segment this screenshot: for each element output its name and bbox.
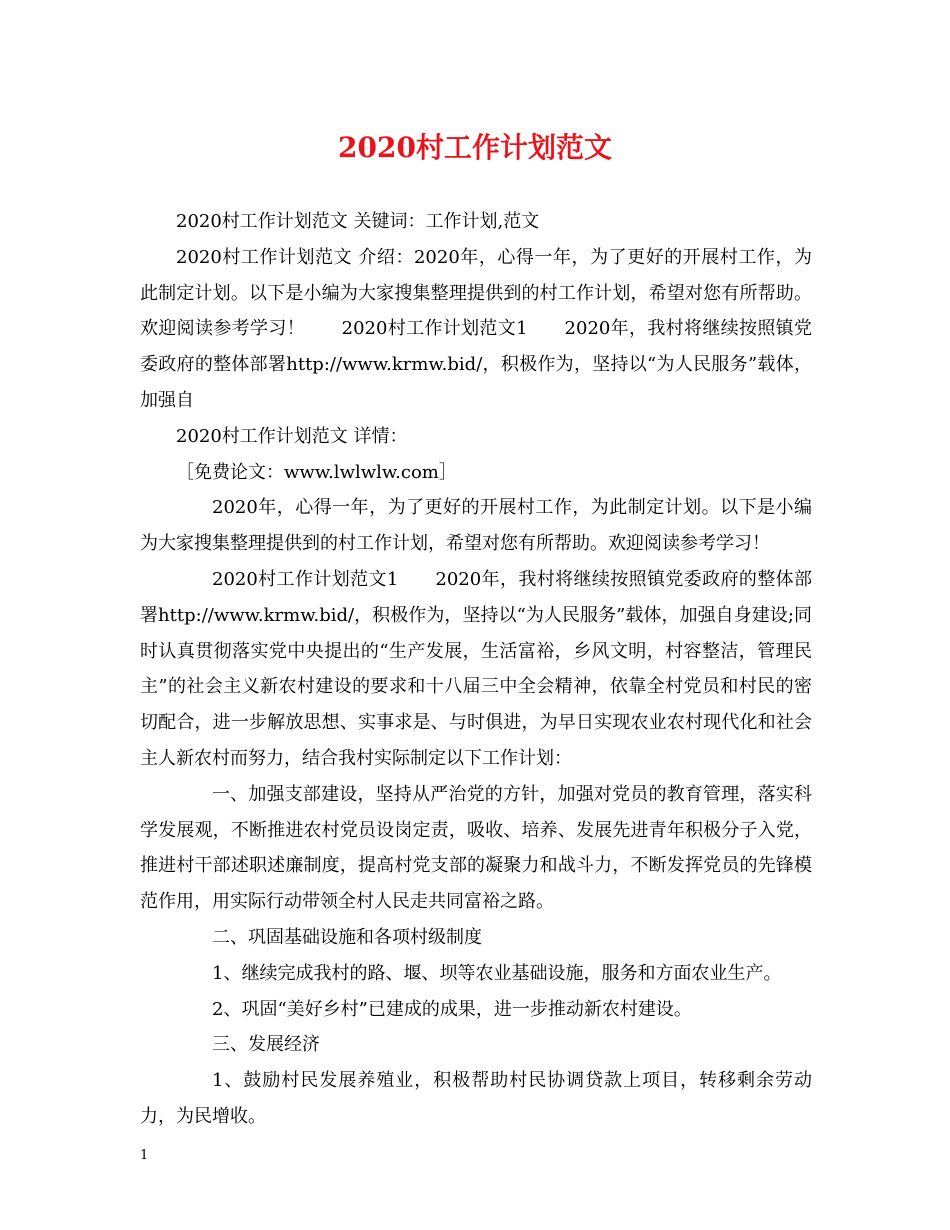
paragraph-item-2-1: 1、继续完成我村的路、堰、坝等农业基础设施，服务和方面农业生产。 bbox=[212, 962, 782, 984]
paragraph-section-1: 一、加强支部建设，坚持从严治党的方针，加强对党员的教育管理，落实科学发展观，不断推进农村党员设岗定责，吸收、培养、发展先进青年积极分子入党，推进村干部述职述廉制度，提高村党支部的凝聚力和战斗力，不断发挥党员的先锋模范作用，用实际行动带领全村人民走共同富裕之路。 bbox=[140, 783, 812, 913]
paragraph-item-2-2: 2、巩固“美好乡村”已建成的成果，进一步推动新农村建设。 bbox=[212, 998, 692, 1020]
paragraph-opening: 2020年，心得一年，为了更好的开展村工作，为此制定计划。以下是小编为大家搜集整理提供到的村工作计划，希望对您有所帮助。欢迎阅读参考学习！ bbox=[140, 497, 812, 555]
paragraph-keywords: 2020村工作计划范文 关键词：工作计划,范文 bbox=[176, 211, 540, 232]
paragraph-section-3-heading: 三、发展经济 bbox=[212, 1034, 320, 1056]
paragraph-section-2-heading: 二、巩固基础设施和各项村级制度 bbox=[212, 926, 482, 948]
document-body bbox=[140, 204, 812, 1135]
page-number: 1 bbox=[140, 1148, 149, 1163]
paragraph-free-paper: ［免费论文：www.lwlwlw.com］ bbox=[176, 461, 457, 483]
paragraph-details-label: 2020村工作计划范文 详情： bbox=[176, 425, 408, 447]
paragraph-plan-1: 2020村工作计划范文1 2020年，我村将继续按照镇党委政府的整体部署http://www.krmw.bid/，积极作为，坚持以“为人民服务”载体，加强自身建设;同时认真贯彻落实党中央提出的“生产发展，生活富裕，乡风文明，村容整洁，管理民主”的社会主义新农村建设的要求和十八届三中全会精神，依靠全村党员和村民的密切配合，进一步解放思想、实事求是、与时俱进，为早日实现农业农村现代化和社会主人新农村而努力，结合我村实际制定以下工作计划： bbox=[140, 568, 812, 769]
paragraph-intro: 2020村工作计划范文 介绍：2020年，心得一年，为了更好的开展村工作，为此制定计划。以下是小编为大家搜集整理提供到的村工作计划，希望对您有所帮助。欢迎阅读参考学习！ 2020村工作计划范文1 2020年，我村将继续按照镇党委政府的整体部署http://www.krmw.bid/，积极作为，坚持以“为人民服务”载体，加强自 bbox=[140, 246, 812, 411]
paragraph-item-3-1: 1、鼓励村民发展养殖业，积极帮助村民协调贷款上项目，转移剩余劳动力，为民增收。 bbox=[140, 1070, 812, 1127]
document-title: 2020村工作计划范文 bbox=[338, 131, 612, 164]
